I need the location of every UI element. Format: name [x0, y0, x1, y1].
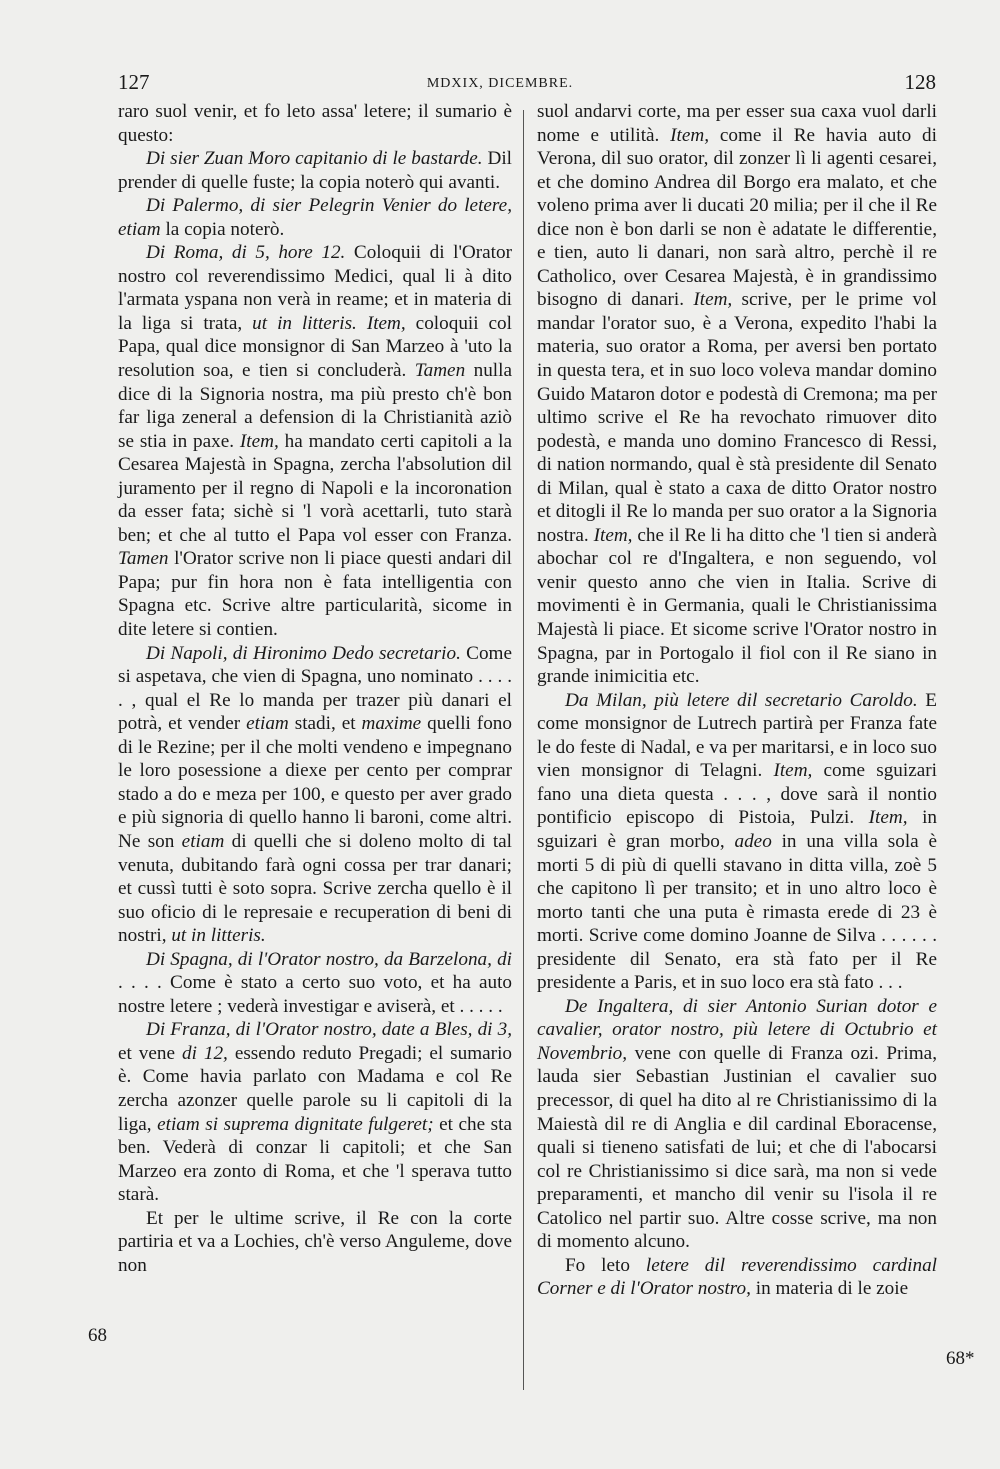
text-run: Come si aspetava, che vien di Spagna, uno nominato . . . . . , qual el Re lo manda per trazer più danari el potrà, et vender [118, 642, 512, 735]
text-run: et che sta ben. Vederà di conzar li capitoli; et che San Marzeo era zonto di Roma, et che 'l sperava tutto starà. [118, 1113, 512, 1206]
italic-text: adeo [734, 830, 772, 852]
page-header [0, 70, 1000, 100]
running-title: MDXIX, DICEMBRE. [426, 76, 574, 91]
italic-text: Tamen [414, 360, 466, 382]
text-run: in sguizari è gran morbo, [537, 807, 937, 852]
italic-text: etiam [246, 713, 289, 735]
italic-text: Di Franza, di l'Orator nostro, date a Bles, di 3, [146, 1019, 512, 1041]
text-run: stadi, et [288, 713, 362, 735]
margin-note-right: 68* [946, 1348, 975, 1369]
paragraph [537, 1254, 937, 1301]
text-run: et vene [118, 1042, 182, 1064]
italic-text: Item, [773, 760, 813, 782]
text-run: come sguizari fano una dieta questa . . . , dove sarà il nontio pontificio episcopo di Pistoia, Pulzi. [537, 760, 937, 829]
text-run: che il Re li ha ditto che 'l tien si anderà abochar col re d'Ingaltera, e non seguendo, vol venir questo anno che vien in Italia. Scrive di movimenti è in Germania, quali le Christianissima Majestà li piace. Et sicome scrive l'Orator nostro in Spagna, par in Portogalo il fiol con il Re siano in grande inimicitia etc. [537, 524, 937, 688]
italic-text: ut in litteris. [171, 925, 266, 947]
text-run: in materia di le zoie [750, 1278, 909, 1300]
text-run: l'Orator scrive non li piace questi andari dil Papa; pur fin hora non è fata intelligentia con Spagna etc. Scrive altre particularità, sicome in dite letere si contien. [118, 548, 512, 641]
margin-note-left: 68 [88, 1325, 107, 1346]
italic-text: Item, [868, 807, 908, 829]
paragraph [537, 689, 937, 995]
text-run: suol andarvi corte, ma per esser sua caxa vuol darli nome e utilità. [537, 101, 937, 146]
text-run: coloquii col Papa, qual dice monsignor di San Marzeo à 'uto la resolution soa, e tien si concluderà. [118, 312, 512, 382]
text-run: di quelli che si doleno molto di tal venuta, dubitando farà ogni cossa per trar danari; et cussì tutti è soto sopra. Scrive zercha quello è il suo oficio di le represaie e recuperation di beni di nostri, [118, 830, 512, 947]
italic-text: Item, [239, 430, 279, 452]
paragraph [118, 194, 512, 241]
italic-text: Di Napoli, di Hironimo Dedo secretario. [146, 642, 461, 664]
text-run: la copia noterò. [160, 218, 285, 240]
italic-text: Item, [693, 289, 733, 311]
italic-text: Da Milan, più letere dil secretario Caroldo. [565, 689, 918, 711]
italic-text: ut in litteris. Item, [252, 312, 406, 334]
page-number-right: 128 [904, 70, 936, 94]
italic-text: etiam si suprema dignitate fulgeret; [157, 1113, 434, 1135]
text-run: essendo reduto Pregadi; el sumario è. Come havia parlato con Madama e col Re zercha azonzer quelle parole su li capitoli di la liga, [118, 1042, 512, 1135]
text-run: E come monsignor de Lutrech partirà per Franza fate le do feste di Nadal, e va per maritarsi, e in loco suo vien monsignor di Telagni. [537, 689, 937, 782]
paragraph [118, 948, 512, 1019]
italic-text: letere dil reverendissimo cardinal Corner e di l'Orator nostro, [537, 1254, 937, 1300]
text-run: ha mandato certi capitoli a la Cesarea Majestà in Spagna, zercha l'absolution dil juramento per il regno di Napoli e la incoronation da esser fata; sichè si 'l vorà acettarli, tuto starà ben; et che al tutto el Papa vol esser con Franza. [118, 430, 512, 546]
paragraph [118, 1207, 512, 1278]
left-column [118, 100, 512, 1277]
paragraph [118, 147, 512, 194]
italic-text: maxime [361, 713, 422, 735]
paragraph [118, 1018, 512, 1206]
italic-text: Tamen [118, 548, 169, 570]
text-run: Coloquii di l'Orator nostro col reverendissimo Medici, qual li à dito l'armata yspana non verà in reame; et in materia di la liga si trata, [118, 242, 512, 334]
text-run: Dil prender di quelle fuste; la copia noterò qui avanti. [118, 148, 512, 193]
italic-text: Item, [593, 524, 633, 546]
text-run: . . . . Come è stato a certo suo voto, et ha auto nostre letere ; vederà investigar e aviserà, et . . . . . [118, 972, 512, 1017]
text-run: vene con quelle di Franza ozi. Prima, lauda sier Sebastian Justinian el cavalier suo precessor, di quel ha dito al re Christianissimo di la Maiestà dil re di Anglia e dil cardinal Eboracense, quali si tieneno satisfati de lui; et che di l'abocarsi col re Christianissimo si dice sarà, ma non si vede preparamenti, et mancho dil venir su l'isola il re Catolico nel partir suo. Altre cosse scrive, ma non di momento alcuno. [537, 1042, 937, 1253]
text-run: Fo leto [565, 1254, 646, 1276]
text-run: nulla dice di la Signoria nostra, ma più presto ch'è bon far liga zeneral a defension di la Christianità aziò se stia in paxe. [118, 360, 512, 452]
italic-text: etiam [181, 830, 225, 852]
text-run: come il Re havia auto di Verona, dil suo orator, dil zonzer lì li agenti cesarei, et che domino Andrea dil Borgo era malato, et che voleno prima aver li ducati 20 milia; per il che il Re dice non è bon darli se non è adatate le differentie, e tien, auto li danari, non sarà altro, perchè il re Catholico, over Cesarea Majestà, è in grandissimo bisogno di danari. [537, 124, 937, 311]
italic-text: di 12, [181, 1042, 228, 1064]
paragraph [537, 995, 937, 1254]
italic-text: De Ingaltera, di sier Antonio Surian dotor e cavalier, orator nostro, più letere di Octubrio et Novembrio, [537, 995, 937, 1064]
paragraph [118, 100, 512, 147]
paragraph [537, 100, 937, 689]
right-column [537, 100, 937, 1301]
italic-text: Di sier Zuan Moro capitanio di le bastarde. [146, 148, 483, 170]
column-divider [523, 110, 524, 1390]
text-run: raro suol venir, et fo leto assa' letere; il sumario è questo: [118, 101, 512, 146]
paragraph [118, 642, 512, 948]
italic-text: Di Spagna, di l'Orator nostro, da Barzelona, di [146, 948, 512, 970]
paragraph [118, 241, 512, 641]
text-run: quelli fono di le Rezine; per il che molti vendeno e impegnano le loro posessione a diexe per cento per comprar stado a do e meza per 100, e questo per aver grado e più signoria di quello hanno li baroni, come altri. Ne son [118, 713, 512, 852]
page-number-left: 127 [118, 70, 150, 94]
italic-text: Di Palermo, di sier Pelegrin Venier do letere, etiam [118, 195, 512, 240]
text-run: scrive, per le prime vol mandar l'orator suo, è a Verona, expedito l'habi la materia, suo orator a Roma, per aversi ben portato in questa tera, et in suo loco voleva mandar domino Guido Mataron dotor e podestà di Cremona; ma per ultimo scrive el Re ha revochato rimuover dito podestà, e manda uno domino Francesco di Ressi, di nation normando, qual è stà presidente dil Senato di Milan, qual è stato a caxa de ditto Orator nostro et ditogli il Re lo manda per suo orator a la Signoria nostra. [537, 289, 937, 546]
text-run: Et per le ultime scrive, il Re con la corte partiria et va a Lochies, ch'è verso Anguleme, dove non [118, 1207, 512, 1276]
text-run: in una villa sola è morti 5 di più di quelli stavano in ditta villa, zoè 5 che capitono lì per transito; et in uno altro loco è morto tanti che una puta è rimasta erede di 23 è morti. Scrive come domino Joanne de Silva . . . . . . presidente dil Senato, era stà fato per il Re presidente a Paris, et in suo loco era stà fato . . . [537, 830, 937, 994]
italic-text: Item, [670, 124, 710, 146]
italic-text: Di Roma, di 5, hore 12. [146, 242, 346, 264]
